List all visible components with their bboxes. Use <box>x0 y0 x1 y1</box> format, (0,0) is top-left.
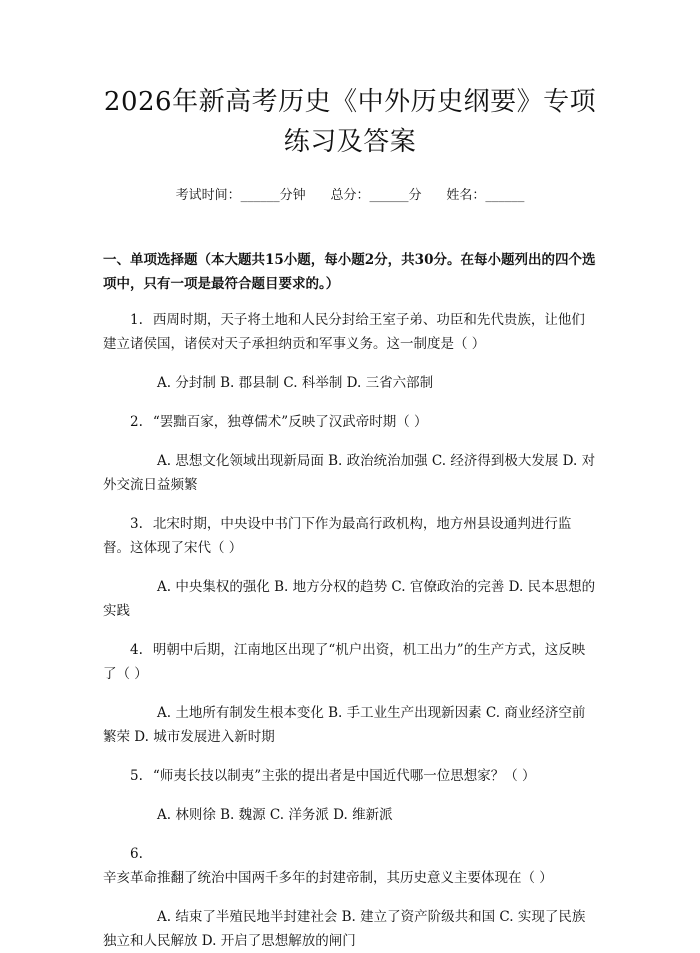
time-blank: ______ <box>240 188 280 203</box>
question-number: 2. <box>130 414 143 430</box>
question-stem: 明朝中后期，江南地区出现了“机户出资，机工出力”的生产方式，这反映了（ ） <box>103 642 586 682</box>
time-unit: 分钟 <box>279 188 306 203</box>
time-label: 考试时间： <box>175 188 241 203</box>
question-4-options: A. 土地所有制发生根本变化 B. 手工业生产出现新因素 C. 商业经济空前繁荣 D. 城市发展进入新时期 <box>103 705 586 745</box>
question-4 <box>103 638 597 686</box>
exam-info-line <box>103 187 597 205</box>
question-2-options: A. 思想文化领域出现新局面 B. 政治统治加强 C. 经济得到极大发展 D. 对外交流日益频繁 <box>103 453 596 493</box>
question-6-options: A. 结束了半殖民地半封建社会 B. 建立了资产阶级共和国 C. 实现了民族独立和人民解放 D. 开启了思想解放的闸门 <box>103 909 586 949</box>
question-3 <box>103 512 597 560</box>
score-blank: ______ <box>369 188 409 203</box>
page-title: 2026年新高考历史《中外历史纲要》专项练习及答案 <box>103 87 597 157</box>
question-5 <box>103 764 597 788</box>
question-number: 3. <box>130 516 143 532</box>
question-stem: “师夷长技以制夷”主张的提出者是中国近代哪一位思想家？（ ） <box>152 768 536 784</box>
question-number: 1. <box>130 312 143 328</box>
question-number: 6. <box>130 846 143 862</box>
question-number: 4. <box>130 642 143 658</box>
question-stem: 北宋时期，中央设中书门下作为最高行政机构，地方州县设通判进行监督。这体现了宋代（ ） <box>103 516 572 556</box>
question-number: 5. <box>130 768 143 784</box>
question-5-options: A. 林则徐 B. 魏源 C. 洋务派 D. 维新派 <box>157 807 393 823</box>
question-stem: “罢黜百家，独尊儒术”反映了汉武帝时期（ ） <box>152 414 428 430</box>
question-stem: 辛亥革命推翻了统治中国两千多年的封建帝制，其历史意义主要体现在（ ） <box>103 870 553 886</box>
score-label: 总分： <box>330 188 370 203</box>
name-blank: ______ <box>485 188 525 203</box>
question-stem: 西周时期，天子将土地和人民分封给王室子弟、功臣和先代贵族，让他们建立诸侯国，诸侯对天子承担纳贡和军事义务。这一制度是（ ） <box>103 312 585 352</box>
question-3-options: A. 中央集权的强化 B. 地方分权的趋势 C. 官僚政治的完善 D. 民本思想的实践 <box>103 579 596 619</box>
section-heading: 一、单项选择题（本大题共15小题，每小题2分，共30分。在每小题列出的四个选项中，只有一项是最符合题目要求的。） <box>103 252 596 292</box>
question-2 <box>103 410 597 434</box>
score-unit: 分 <box>408 188 422 203</box>
question-1 <box>103 308 597 356</box>
name-label: 姓名： <box>446 188 486 203</box>
question-6 <box>103 842 597 890</box>
question-1-options: A. 分封制 B. 郡县制 C. 科举制 D. 三省六部制 <box>157 375 434 391</box>
